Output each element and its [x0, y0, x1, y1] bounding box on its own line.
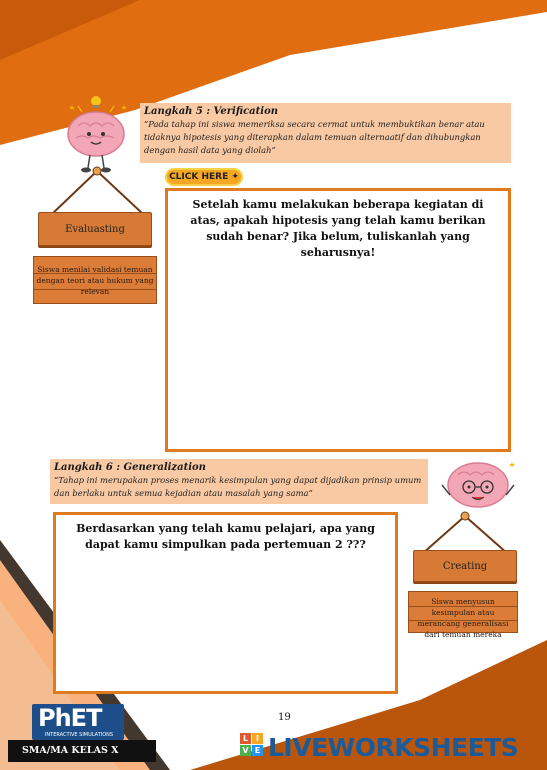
evaluating-description: Siswa menilai validasi temuan dengan teori atau hukum yang relevan: [36, 265, 154, 296]
evaluating-sign: [38, 212, 152, 246]
step6-title: Langkah 6 : Generalization: [54, 462, 206, 473]
sign-rope: [40, 166, 155, 216]
brain-mascot-icon: [58, 92, 138, 176]
phet-logo-word: PhET: [38, 704, 102, 732]
creating-sign-title: Creating: [442, 561, 488, 572]
step6-box: [50, 459, 428, 504]
phet-logo: [32, 704, 124, 740]
step5-title: Langkah 5 : Verification: [144, 106, 279, 117]
sign-rope-2: [412, 510, 518, 555]
liveworksheets-wordmark: LIVEWORKSHEETS: [268, 733, 519, 762]
step5-box: [140, 103, 511, 163]
page-number: 19: [278, 712, 291, 723]
cursor-icon: ✦: [231, 172, 239, 182]
phet-logo-subtitle: INTERACTIVE SIMULATIONS: [44, 732, 114, 738]
creating-description-board: [408, 591, 518, 639]
question-2: Berdasarkan yang telah kamu pelajari, apa yang dapat kamu simpulkan pada pertemuan 2 ???: [76, 522, 375, 551]
answer-input-1[interactable]: [174, 261, 502, 443]
creating-description: Siswa menyusun kesimpulan atau merancang generalisasi dari temuan mereka: [417, 597, 509, 639]
answer-box-2: [53, 512, 398, 694]
click-here-button[interactable]: [165, 168, 243, 186]
click-here-label: CLICK HERE: [169, 172, 229, 182]
class-label: SMA/MA KELAS X: [8, 740, 156, 762]
evaluating-sign-title: Evaluasting: [65, 224, 125, 235]
answer-box-1: [165, 188, 511, 452]
creating-sign: [413, 550, 517, 582]
question-1: Setelah kamu melakukan beberapa kegiatan di atas, apakah hipotesis yang telah kamu berikan sudah benar? Jika belum, tuliskanlah yang seharusnya!: [190, 198, 486, 259]
evaluating-description-board: [33, 256, 157, 304]
answer-input-2[interactable]: [62, 560, 389, 685]
step6-description: “Tahap ini merupakan proses menarik kesimpulan yang dapat dijadikan prinsip umum dan berlaku untuk semua kejadian atau masalah yang sama”: [54, 475, 422, 498]
step5-description: “Pada tahap ini siswa memeriksa secara cermat untuk membuktikan benar atau tidaknya hipotesis yang diterapkan dalam temuan alternaatif dan dihubungkan dengan hasil data yang diolah”: [144, 119, 485, 155]
